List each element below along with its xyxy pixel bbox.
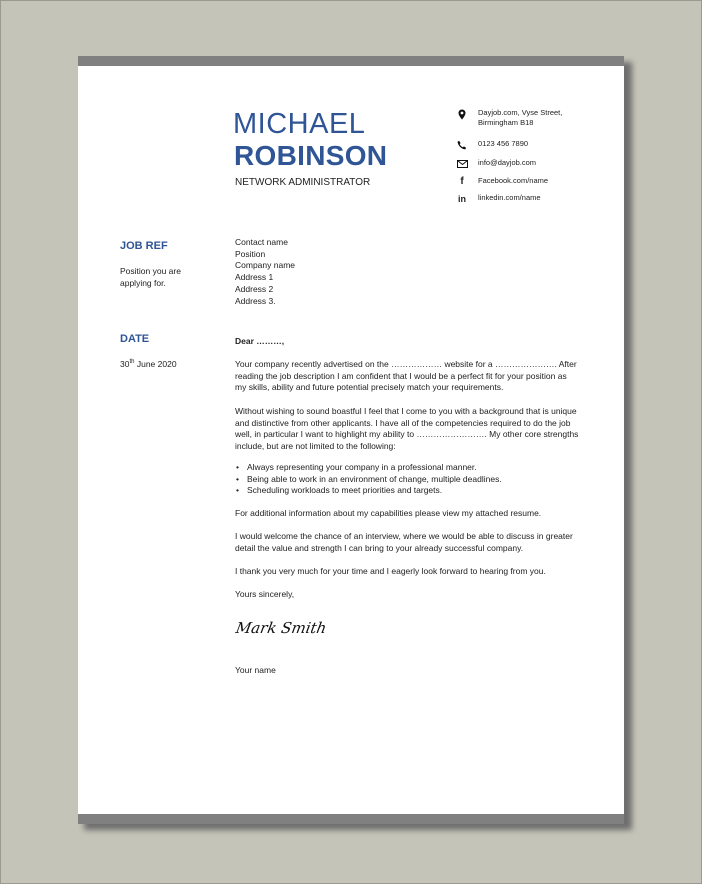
email-text[interactable]: info@dayjob.com — [478, 158, 537, 167]
first-name: MICHAEL — [233, 108, 366, 140]
job-ref-heading: JOB REF — [120, 240, 168, 252]
recipient-line: Company name — [235, 260, 296, 271]
paragraph-4: I would welcome the chance of an interview, where we would be able to discuss in greater detail the value and strength I can bring to your already successful company. — [235, 531, 573, 553]
paragraph-1: Your company recently advertised on the ……………… website for a …………………. After reading the job description I am confident that I would be a perfect fit for your position as my skills, ability and future potential precisely match your requirements. — [235, 359, 577, 393]
contact-block — [456, 108, 616, 203]
date-suffix: th — [129, 359, 135, 365]
job-ref-text: Position you are applying for. — [120, 266, 181, 288]
contact-email — [456, 158, 616, 168]
greeting: Dear ………, — [235, 336, 285, 346]
recipient-line: Contact name — [235, 237, 288, 247]
last-name: ROBINSON — [234, 140, 388, 171]
envelope-icon — [456, 158, 468, 170]
date-heading: DATE — [120, 333, 150, 345]
facebook-icon: f — [460, 176, 464, 187]
your-name: Your name — [235, 665, 276, 675]
contact-facebook — [456, 176, 616, 186]
location-pin-icon — [456, 108, 468, 120]
paragraph-5: I thank you very much for your time and I eagerly look forward to hearing from you. — [235, 566, 546, 576]
list-item: • Scheduling workloads to meet priorities and targets. — [235, 485, 580, 497]
recipient-line: Address 3. — [235, 295, 276, 306]
contact-address — [456, 108, 616, 128]
list-item: • Always representing your company in a professional manner. — [235, 462, 580, 474]
date-rest: June 2020 — [134, 358, 177, 369]
date-day: 30 — [120, 358, 130, 369]
strengths-list — [235, 462, 580, 497]
facebook-text[interactable]: Facebook.com/name — [478, 176, 549, 185]
recipient-line: Address 2 — [235, 283, 274, 294]
closing: Yours sincerely, — [235, 589, 295, 599]
recipient-line: Address 1 — [235, 272, 274, 283]
phone-text: 0123 456 7890 — [478, 139, 529, 148]
paragraph-3: For additional information about my capabilities please view my attached resume. — [235, 508, 542, 518]
address-line-1: Dayjob.com, Vyse Street, — [478, 108, 563, 117]
linkedin-icon: in — [458, 194, 466, 204]
bottom-bar — [78, 814, 624, 824]
job-title: NETWORK ADMINISTRATOR — [235, 177, 371, 188]
linkedin-text[interactable]: linkedin.com/name — [478, 193, 541, 202]
address-line-2: Birmingham B18 — [478, 118, 534, 127]
paragraph-2: Without wishing to sound boastful I feel that I come to you with a background that is unique and distinctive from other applicants. I have all of the competencies required to do the job well, in particular I want to highlight my ability to ……………………. My other core strengths include, but are not limited to the following: — [235, 406, 579, 451]
contact-linkedin — [456, 193, 616, 203]
top-bar — [78, 56, 624, 66]
document-page — [78, 56, 624, 824]
recipient-address — [235, 237, 580, 307]
list-item: • Being able to work in an environment of change, multiple deadlines. — [235, 474, 580, 486]
date-text — [120, 357, 240, 370]
signature: Mark Smith — [234, 619, 328, 637]
contact-phone — [456, 139, 616, 149]
phone-icon — [456, 139, 468, 151]
recipient-line: Position — [235, 248, 266, 259]
